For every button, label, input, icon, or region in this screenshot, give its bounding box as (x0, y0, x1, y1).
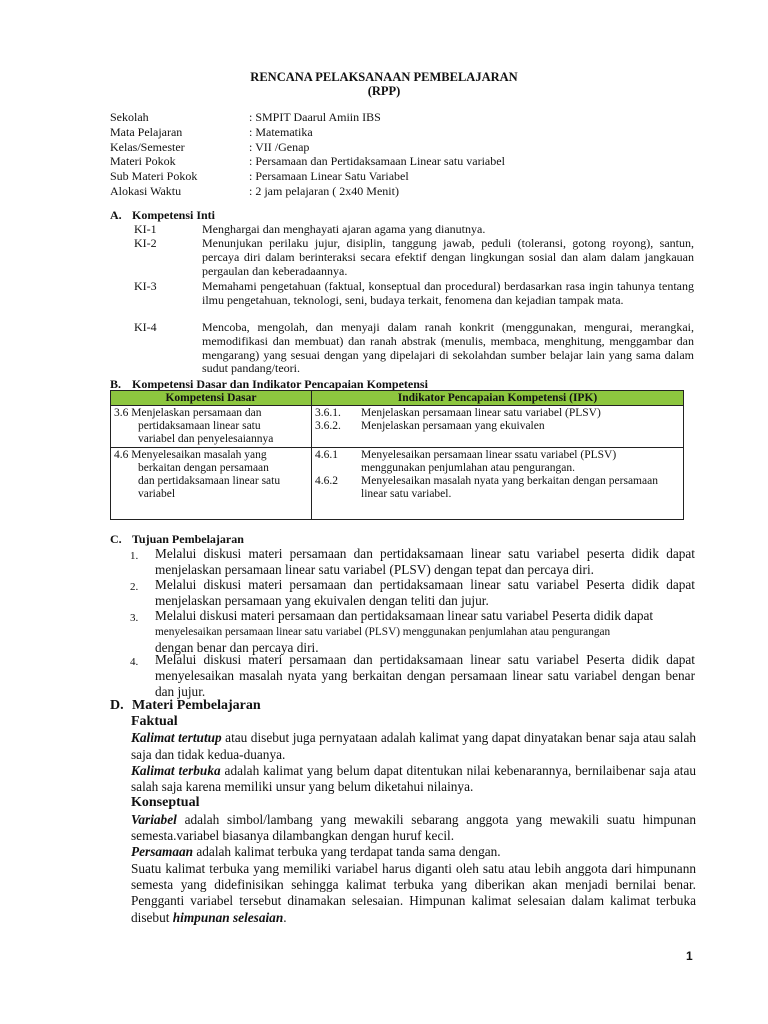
ki-text: Memahami pengetahuan (faktual, konseptual dan procedural) berdasarkan rasa ingin tahunya tentang ilmu pengetahuan, teknologi, seni, budaya terkait, fenomena dan kejadian tampak mata. (202, 279, 694, 307)
ipk-text: Menyelesaikan masalah nyata yang berkaitan dengan persamaan linear satu variabel. (361, 475, 658, 500)
identity-value: : Persamaan dan Pertidaksamaan Linear satu variabel (249, 154, 505, 169)
ki-code: KI-2 (134, 236, 157, 250)
identity-block (110, 111, 670, 200)
section-letter: A. (110, 208, 122, 222)
objective-item (130, 546, 695, 578)
ipk-cell (312, 448, 684, 520)
objective-text: Melalui diskusi materi persamaan dan pertidaksamaan linear satu variabel peserta didik dapat menjelaskan persamaan linear satu variabel (PLSV) dengan tepat dan percaya diri. (155, 546, 695, 577)
section-d-heading (110, 698, 261, 714)
table-header-kd: Kompetensi Dasar (111, 391, 312, 406)
definition: Suatu kalimat terbuka yang memiliki variabel harus diganti oleh satu atau lebih anggota dari himpunann semesta yang didefinisikan sehingga kalimat terbuka yang diberikan akan menjadi bernilai benar. Pengganti variabel tersebut dinamakan selesaian. Himpunan kalimat selesaian dalam kalimat terbuka disebut (131, 860, 696, 925)
kd-text: variabel (138, 488, 176, 500)
table-row (111, 406, 684, 448)
material-block (131, 714, 696, 926)
objective-text (155, 608, 695, 656)
paragraph-kalimat-tertutup (131, 730, 696, 763)
term: Kalimat tertutup (131, 730, 222, 746)
table-header-row (111, 391, 684, 406)
term: Kalimat terbuka (131, 762, 221, 778)
section-title: Kompetensi Inti (132, 208, 216, 222)
ki-item (134, 321, 694, 376)
ipk-text: Menjelaskan persamaan linear satu variabel (PLSV) (361, 407, 601, 419)
objective-number: 4. (130, 656, 139, 668)
ki-text: Menghargai dan menghayati ajaran agama yang dianutnya. (202, 222, 486, 236)
ipk-number: 4.6.1 (315, 449, 338, 461)
identity-label: Materi Pokok (110, 154, 176, 169)
section-letter: D. (110, 698, 124, 713)
objective-item (130, 608, 695, 656)
ipk-item (315, 475, 680, 501)
definition: adalah simbol/lambang yang mewakili sebarang anggota yang mewakili suatu himpunan semesta.variabel biasanya dilambangkan dengan huruf kecil. (131, 811, 696, 844)
objective-number: 2. (130, 581, 139, 593)
punctuation: . (283, 909, 287, 925)
identity-value: : SMPIT Daarul Amiin IBS (249, 110, 381, 124)
identity-row (110, 126, 670, 141)
objective-number: 3. (130, 612, 139, 624)
ipk-item (315, 449, 680, 475)
ipk-text: Menjelaskan persamaan yang ekuivalen (361, 420, 545, 432)
section-title: Materi Pembelajaran (132, 698, 261, 713)
ki-item (134, 280, 694, 308)
paragraph-variabel (131, 812, 696, 845)
identity-row (110, 141, 670, 156)
section-title: Tujuan Pembelajaran (132, 532, 244, 546)
ki-code: KI-3 (134, 279, 157, 293)
paragraph-kalimat-terbuka (131, 763, 696, 796)
ipk-cell (312, 406, 684, 448)
objective-item (130, 577, 695, 609)
competency-table (110, 390, 684, 520)
ipk-text: Menyelesaikan persamaan linear ssatu variabel (PLSV) menggunakan penjumlahan atau pengurangan. (361, 449, 617, 474)
identity-label: Alokasi Waktu (110, 183, 182, 198)
kd-text: 3.6 Menjelaskan persamaan dan (114, 407, 262, 419)
objective-text: Melalui diskusi materi persamaan dan pertidaksamaan linear satu variabel Peserta didik dapat menjelaskan persamaan yang ekuivalen dengan teliti dan jujur. (155, 577, 695, 608)
objective-text: Melalui diskusi materi persamaan dan pertidaksamaan linear satu variabel Peserta didik dapat menyelesaikan masalah nyata yang berkaitan dengan persamaan linear satu variabel dengan benar dan jujur. (155, 652, 695, 699)
document-subtitle: (RPP) (367, 84, 401, 98)
ipk-number: 3.6.1. (315, 407, 341, 419)
identity-label: Sekolah (110, 110, 149, 124)
document-title: RENCANA PELAKSANAAN PEMBELAJARAN (250, 70, 518, 84)
section-a-heading (110, 208, 215, 223)
ipk-item (315, 407, 680, 420)
ipk-item (315, 420, 680, 433)
identity-row (110, 155, 670, 170)
identity-value: : 2 jam pelajaran ( 2x40 Menit) (249, 183, 399, 198)
term: Variabel (131, 811, 177, 827)
paragraph-closing (131, 861, 696, 926)
identity-label: Sub Materi Pokok (110, 169, 198, 184)
section-letter: C. (110, 532, 122, 546)
ipk-number: 3.6.2. (315, 420, 341, 432)
ki-text: Mencoba, mengolah, dan menyaji dalam ranah konkrit (menggunakan, mengurai, merangkai, memodifikasi dan membuat) dan ranah abstrak (menulis, membaca, menghitung, menggambar dan mengarang) yang sesuai dengan yang dipelajari di sekolahdan sumber belajar lain yang sama dalam sudut pandang/teori. (202, 320, 694, 376)
identity-value: : Matematika (249, 124, 313, 139)
ipk-number: 4.6.2 (315, 475, 338, 487)
konseptual-heading: Konseptual (131, 795, 200, 811)
kd-cell (111, 406, 312, 448)
page-number: 1 (686, 949, 693, 963)
kd-cell (111, 448, 312, 520)
identity-row (110, 170, 670, 185)
term: Persamaan (131, 844, 194, 860)
objective-item (130, 652, 695, 700)
ki-text: Menunjukan perilaku jujur, disiplin, tanggung jawab, peduli (toleransi, gotong royong), santun, percaya diri dalam berinteraksi secara efektif dengan lingkungan sosial dan alam dalam jangkauan pergaulan dan keberadaannya. (202, 236, 694, 278)
paragraph-persamaan (131, 844, 696, 860)
table-header-ipk: Indikator Pencapaian Kompetensi (IPK) (312, 391, 684, 406)
identity-value: : Persamaan Linear Satu Variabel (249, 169, 409, 184)
objective-number: 1. (130, 550, 139, 562)
faktual-heading: Faktual (131, 714, 178, 729)
ki-code: KI-4 (134, 320, 157, 334)
identity-label: Kelas/Semester (110, 139, 185, 154)
objective-text-line: menyelesaikan persamaan linear satu variabel (PLSV) menggunakan penjumlahan atau pengurangan (155, 626, 611, 638)
table-row (111, 448, 684, 520)
objective-text-line: dengan benar dan percaya diri. (155, 640, 319, 655)
ki-item (134, 237, 694, 278)
identity-row (110, 111, 670, 126)
definition: atau disebut juga pernyataan adalah kalimat yang dapat dinyatakan benar saja atau salah saja dan tidak kedua-duanya. (131, 730, 696, 762)
identity-label: Mata Pelajaran (110, 124, 183, 139)
objective-text-line: Melalui diskusi materi persamaan dan pertidaksamaan linear satu variabel Peserta didik dapat (155, 608, 654, 623)
section-letter: B. (110, 377, 122, 391)
kd-text: 4.6 Menyelesaikan masalah yang (114, 449, 267, 461)
term: himpunan selesaian (172, 909, 284, 925)
section-c-heading (110, 532, 244, 547)
ki-code: KI-1 (134, 222, 157, 236)
kd-text: dan pertidaksamaan linear satu (138, 475, 281, 487)
identity-value: : VII /Genap (249, 139, 310, 154)
kd-text: berkaitan dengan persamaan (138, 462, 269, 474)
identity-row (110, 185, 670, 200)
definition: adalah kalimat terbuka yang terdapat tanda sama dengan. (193, 844, 501, 860)
kd-text: variabel dan penyelesaiannya (138, 433, 274, 445)
ki-item (134, 223, 694, 237)
kd-text: pertidaksamaan linear satu (138, 420, 261, 432)
definition: adalah kalimat yang belum dapat ditentukan nilai kebenarannya, bernilaibenar saja atau salah saja karena memiliki unsur yang belum diketahui nilainya. (131, 762, 697, 795)
section-title: Kompetensi Dasar dan Indikator Pencapaian Kompetensi (132, 377, 428, 391)
